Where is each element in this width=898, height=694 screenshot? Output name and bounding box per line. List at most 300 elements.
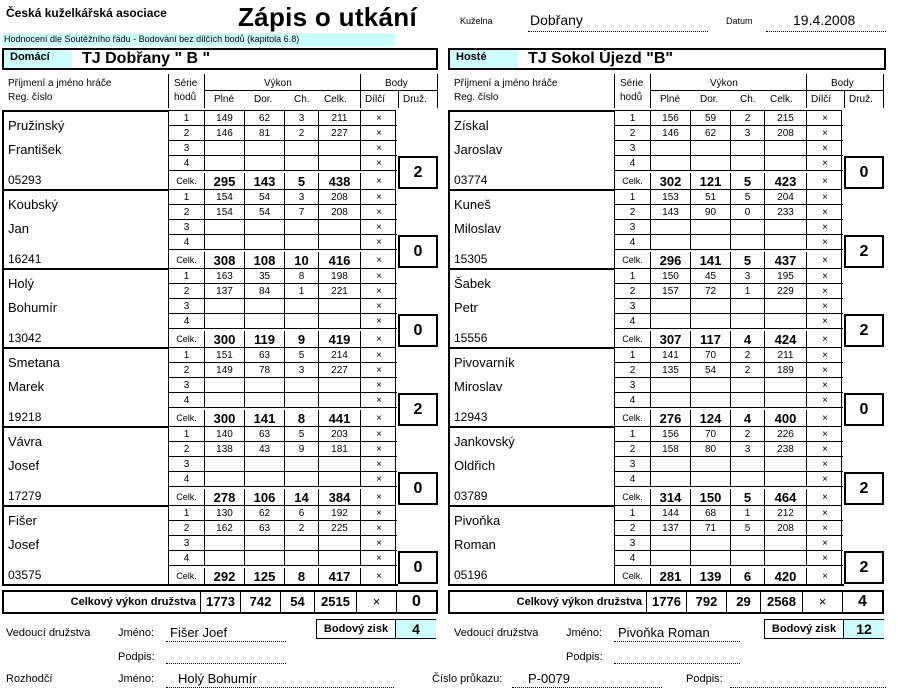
series-value <box>765 378 807 393</box>
series-value <box>205 299 245 314</box>
series-value: 162 <box>205 521 245 536</box>
player-total-value: 302 <box>651 173 691 190</box>
player-surname: Získal <box>454 118 489 133</box>
home-tag: Domácí <box>4 50 72 68</box>
series-value: 51 <box>691 190 731 205</box>
series-number: 2 <box>169 126 205 141</box>
series-number: 4 <box>169 393 205 408</box>
player-team-points: 0 <box>844 156 884 189</box>
series-value <box>319 536 361 551</box>
series-number: 4 <box>169 472 205 487</box>
series-row <box>615 551 843 566</box>
away-total-ch: 29 <box>726 592 760 612</box>
series-value: 3 <box>285 190 319 205</box>
player-total-value: 384 <box>319 489 361 506</box>
dilci-x-mark: × <box>807 235 843 250</box>
player-block <box>448 268 884 347</box>
series-value: 192 <box>319 506 361 521</box>
series-value <box>285 141 319 156</box>
series-value <box>205 378 245 393</box>
home-player-col-label: Příjmení a jméno hráče <box>8 78 112 89</box>
series-value: 54 <box>691 363 731 378</box>
series-number: 2 <box>169 205 205 220</box>
series-value <box>765 156 807 171</box>
away-hdr-line-d <box>650 90 884 91</box>
series-value <box>245 299 285 314</box>
away-reg-col-label: Reg. číslo <box>454 92 499 103</box>
dilci-x-mark: × <box>807 521 843 536</box>
series-value <box>285 156 319 171</box>
series-value <box>245 472 285 487</box>
series-value: 130 <box>205 506 245 521</box>
series-number: 4 <box>615 235 651 250</box>
series-value: 212 <box>765 506 807 521</box>
series-value <box>691 457 731 472</box>
player-firstname: Petr <box>454 300 478 315</box>
series-value: 62 <box>245 506 285 521</box>
series-value: 208 <box>319 205 361 220</box>
series-grid <box>614 268 842 347</box>
series-value: 137 <box>651 521 691 536</box>
away-total-x: × <box>802 592 842 612</box>
series-row <box>615 506 843 521</box>
series-value: 138 <box>205 442 245 457</box>
series-row <box>169 521 397 536</box>
series-value: 181 <box>319 442 361 457</box>
away-hdr-line-f <box>883 74 884 108</box>
home-zisk-value: 4 <box>395 620 436 638</box>
series-row <box>169 551 397 566</box>
total-x-mark: × <box>376 255 382 266</box>
series-number: 3 <box>169 378 205 393</box>
home-dor-label: Dor. <box>254 94 273 105</box>
home-series-label-1: Série <box>174 78 198 89</box>
total-label: Celk. <box>169 489 205 506</box>
player-total-value: 417 <box>319 568 361 585</box>
series-number: 4 <box>615 551 651 566</box>
series-value <box>245 393 285 408</box>
series-grid <box>168 505 396 584</box>
dilci-x-mark: × <box>361 551 397 566</box>
series-number: 2 <box>169 363 205 378</box>
series-value: 1 <box>731 506 765 521</box>
series-value <box>691 156 731 171</box>
series-row <box>615 442 843 457</box>
total-x-mark: × <box>376 571 382 582</box>
series-value <box>731 393 765 408</box>
player-firstname: Josef <box>8 458 40 473</box>
series-value <box>731 551 765 566</box>
series-value: 43 <box>245 442 285 457</box>
player-surname: Pivovarník <box>454 355 515 370</box>
dilci-x-mark: × <box>361 536 397 551</box>
dilci-x-mark: × <box>361 141 397 156</box>
series-value: 2 <box>285 521 319 536</box>
home-team-total <box>2 590 438 614</box>
series-value <box>651 156 691 171</box>
series-value <box>691 393 731 408</box>
player-total-value: 108 <box>245 252 285 269</box>
referee-name-label: Jméno: <box>118 673 155 685</box>
dilci-x-mark: × <box>361 457 397 472</box>
series-value <box>691 141 731 156</box>
player-reg-number: 05196 <box>454 568 488 582</box>
player-total-value: 6 <box>731 568 765 585</box>
series-value: 146 <box>205 126 245 141</box>
series-number: 3 <box>615 536 651 551</box>
player-team-points: 2 <box>398 393 438 426</box>
player-firstname: Josef <box>8 537 40 552</box>
away-tag: Hosté <box>450 50 518 68</box>
series-value: 189 <box>765 363 807 378</box>
home-bodovy-zisk <box>316 619 436 639</box>
home-hdr-line-d <box>204 90 438 91</box>
series-number: 3 <box>169 141 205 156</box>
series-value <box>651 235 691 250</box>
series-value <box>245 235 285 250</box>
series-value <box>319 156 361 171</box>
away-hdr-line-c <box>806 74 807 108</box>
away-plne-label: Plné <box>660 94 681 105</box>
series-row <box>169 141 397 156</box>
away-bodovy-zisk <box>764 619 884 639</box>
player-surname: Pružinský <box>8 118 65 133</box>
home-body-label: Body <box>385 78 408 89</box>
series-value <box>319 299 361 314</box>
series-row <box>169 111 397 126</box>
player-total-value: 419 <box>319 331 361 348</box>
dilci-x-mark: × <box>361 190 397 205</box>
player-total-value: 4 <box>731 331 765 348</box>
total-label: Celk. <box>169 252 205 269</box>
series-grid <box>168 426 396 505</box>
dilci-x-mark: × <box>361 111 397 126</box>
player-divider <box>2 110 168 112</box>
player-total-value: 5 <box>731 489 765 506</box>
series-number: 2 <box>169 284 205 299</box>
dilci-x-mark: × <box>807 536 843 551</box>
series-number: 3 <box>615 457 651 472</box>
away-sign-label: Podpis: <box>566 651 603 663</box>
series-value <box>319 314 361 329</box>
player-team-points: 2 <box>844 235 884 268</box>
series-number: 3 <box>615 220 651 235</box>
player-block <box>2 110 438 189</box>
home-druz-label: Druž. <box>403 94 427 105</box>
series-value <box>205 141 245 156</box>
series-number: 4 <box>169 156 205 171</box>
series-value <box>691 536 731 551</box>
series-value <box>651 551 691 566</box>
dilci-x-mark: × <box>807 299 843 314</box>
player-total-value: 464 <box>765 489 807 506</box>
referee-card-underline <box>512 687 662 688</box>
series-row <box>615 190 843 205</box>
series-row <box>615 427 843 442</box>
venue-underline <box>528 31 708 32</box>
dilci-x-mark: × <box>807 457 843 472</box>
series-value: 150 <box>651 269 691 284</box>
player-divider <box>448 110 614 112</box>
player-reg-number: 05293 <box>8 173 42 187</box>
series-value: 6 <box>285 506 319 521</box>
series-value <box>205 457 245 472</box>
dilci-x-mark: × <box>361 220 397 235</box>
player-surname: Vávra <box>8 434 42 449</box>
series-grid <box>614 189 842 268</box>
player-total-value: 278 <box>205 489 245 506</box>
player-block <box>2 268 438 347</box>
dilci-x-mark: × <box>361 363 397 378</box>
total-x-mark: × <box>376 413 382 424</box>
series-value: 195 <box>765 269 807 284</box>
series-value <box>651 141 691 156</box>
player-total-value: 8 <box>285 410 319 427</box>
series-value <box>245 457 285 472</box>
series-value <box>731 299 765 314</box>
series-value <box>765 393 807 408</box>
player-team-points: 0 <box>398 235 438 268</box>
series-value: 151 <box>205 348 245 363</box>
away-zisk-label: Bodový zisk <box>765 620 843 638</box>
series-value <box>691 472 731 487</box>
player-divider <box>448 426 614 428</box>
player-surname: Kuneš <box>454 197 491 212</box>
dilci-x-mark: × <box>361 393 397 408</box>
referee-sign-underline <box>730 687 886 688</box>
series-value <box>765 457 807 472</box>
player-divider <box>2 189 168 191</box>
series-value <box>245 220 285 235</box>
series-value: 54 <box>245 190 285 205</box>
dilci-x-mark: × <box>361 472 397 487</box>
series-row <box>169 299 397 314</box>
series-value: 3 <box>731 126 765 141</box>
series-value: 146 <box>651 126 691 141</box>
dilci-x-mark: × <box>807 348 843 363</box>
player-reg-number: 12943 <box>454 410 488 424</box>
series-value <box>731 235 765 250</box>
series-row <box>169 190 397 205</box>
player-total-value: 292 <box>205 568 245 585</box>
series-value: 154 <box>205 190 245 205</box>
series-value <box>731 378 765 393</box>
series-number: 3 <box>169 457 205 472</box>
dilci-x-mark: × <box>807 269 843 284</box>
total-label: Celk. <box>615 410 651 427</box>
home-hdr-line-a <box>168 74 169 108</box>
player-total-value: 420 <box>765 568 807 585</box>
player-total-row <box>615 568 843 585</box>
series-value <box>245 378 285 393</box>
series-number: 1 <box>169 427 205 442</box>
dilci-x-mark: × <box>807 126 843 141</box>
series-value: 140 <box>205 427 245 442</box>
home-sign-underline <box>166 663 286 664</box>
series-row <box>615 348 843 363</box>
player-team-points: 2 <box>844 472 884 505</box>
series-value <box>765 141 807 156</box>
away-druz-label: Druž. <box>849 94 873 105</box>
series-value: 72 <box>691 284 731 299</box>
player-total-value: 308 <box>205 252 245 269</box>
series-value: 141 <box>651 348 691 363</box>
player-block <box>2 505 438 584</box>
home-total-dor: 742 <box>240 592 280 612</box>
player-surname: Šabek <box>454 276 491 291</box>
venue-label: Kuželna <box>460 16 493 26</box>
player-firstname: Jan <box>8 221 29 236</box>
series-value <box>205 551 245 566</box>
player-total-value: 143 <box>245 173 285 190</box>
dilci-x-mark: × <box>361 427 397 442</box>
series-value: 135 <box>651 363 691 378</box>
series-grid <box>168 110 396 189</box>
series-value: 229 <box>765 284 807 299</box>
player-total-value: 141 <box>691 252 731 269</box>
series-row <box>169 205 397 220</box>
date-value: 19.4.2008 <box>793 12 856 28</box>
player-team-points: 2 <box>844 314 884 347</box>
home-ch-label: Ch. <box>294 94 310 105</box>
player-total-value: 5 <box>285 173 319 190</box>
series-value <box>285 220 319 235</box>
away-total-celk: 2568 <box>760 592 802 612</box>
series-value <box>731 536 765 551</box>
total-x-mark: × <box>822 413 828 424</box>
series-value: 208 <box>319 190 361 205</box>
series-value: 9 <box>285 442 319 457</box>
home-leader-name: Fišer Joef <box>170 625 228 640</box>
player-total-row <box>615 331 843 348</box>
series-value: 63 <box>245 348 285 363</box>
series-value <box>319 378 361 393</box>
player-total-value: 119 <box>245 331 285 348</box>
series-grid <box>614 110 842 189</box>
series-number: 1 <box>615 190 651 205</box>
home-dilci-label: Dílčí <box>365 94 385 105</box>
series-value: 3 <box>731 269 765 284</box>
series-value: 154 <box>205 205 245 220</box>
series-row <box>615 521 843 536</box>
dilci-x-mark: × <box>807 393 843 408</box>
dilci-x-mark: × <box>807 284 843 299</box>
series-value: 225 <box>319 521 361 536</box>
player-block <box>448 189 884 268</box>
series-row <box>615 111 843 126</box>
series-row <box>169 220 397 235</box>
series-row <box>169 156 397 171</box>
home-total-label: Celkový výkon družstva <box>70 596 196 608</box>
player-divider <box>2 347 168 349</box>
series-row <box>615 536 843 551</box>
referee-card-label: Číslo průkazu: <box>432 673 503 685</box>
series-value <box>691 220 731 235</box>
away-hdr-line-a <box>614 74 615 108</box>
series-value: 221 <box>319 284 361 299</box>
series-row <box>169 348 397 363</box>
series-row <box>615 205 843 220</box>
away-total-points: 4 <box>842 592 882 612</box>
total-x-mark: × <box>376 492 382 503</box>
player-total-row <box>615 489 843 506</box>
series-value: 35 <box>245 269 285 284</box>
series-value: 63 <box>245 521 285 536</box>
series-row <box>615 235 843 250</box>
dilci-x-mark: × <box>807 205 843 220</box>
player-total-value: 150 <box>691 489 731 506</box>
dilci-x-mark: × <box>361 235 397 250</box>
away-vykon-label: Výkon <box>710 78 738 89</box>
dilci-x-mark: × <box>361 442 397 457</box>
series-value: 204 <box>765 190 807 205</box>
series-row <box>615 393 843 408</box>
home-table-bottom <box>2 584 398 586</box>
series-value <box>765 299 807 314</box>
series-value: 54 <box>245 205 285 220</box>
home-team-bar <box>2 48 438 70</box>
series-number: 3 <box>169 299 205 314</box>
player-surname: Jankovský <box>454 434 515 449</box>
series-grid <box>168 189 396 268</box>
total-x-mark: × <box>822 334 828 345</box>
dilci-x-mark: × <box>361 506 397 521</box>
total-x-mark: × <box>822 176 828 187</box>
dilci-x-mark: × <box>361 156 397 171</box>
away-table-left <box>448 110 450 584</box>
series-row <box>615 363 843 378</box>
home-table-left <box>2 110 4 584</box>
series-value: 215 <box>765 111 807 126</box>
player-total-value: 400 <box>765 410 807 427</box>
home-vykon-label: Výkon <box>264 78 292 89</box>
total-x-mark: × <box>822 255 828 266</box>
home-total-x: × <box>356 592 396 612</box>
series-number: 1 <box>169 190 205 205</box>
series-value <box>205 220 245 235</box>
series-value <box>731 314 765 329</box>
player-firstname: Jaroslav <box>454 142 503 157</box>
player-divider <box>448 189 614 191</box>
player-reg-number: 15305 <box>454 252 488 266</box>
total-x-mark: × <box>376 334 382 345</box>
player-firstname: Miloslav <box>454 221 501 236</box>
player-total-value: 314 <box>651 489 691 506</box>
series-value <box>245 536 285 551</box>
series-number: 4 <box>615 156 651 171</box>
series-grid <box>614 426 842 505</box>
series-value <box>319 472 361 487</box>
home-hdr-line-e <box>398 90 399 108</box>
series-value <box>651 378 691 393</box>
series-value <box>765 472 807 487</box>
player-total-value: 281 <box>651 568 691 585</box>
player-total-value: 438 <box>319 173 361 190</box>
player-firstname: František <box>8 142 62 157</box>
series-value <box>731 457 765 472</box>
player-team-points: 0 <box>398 314 438 347</box>
series-value: 203 <box>319 427 361 442</box>
series-row <box>615 156 843 171</box>
player-reg-number: 03575 <box>8 568 42 582</box>
series-value <box>691 299 731 314</box>
dilci-x-mark: × <box>807 363 843 378</box>
series-number: 3 <box>615 299 651 314</box>
dilci-x-mark: × <box>807 506 843 521</box>
dilci-x-mark: × <box>807 378 843 393</box>
series-value: 227 <box>319 363 361 378</box>
series-number: 1 <box>615 269 651 284</box>
